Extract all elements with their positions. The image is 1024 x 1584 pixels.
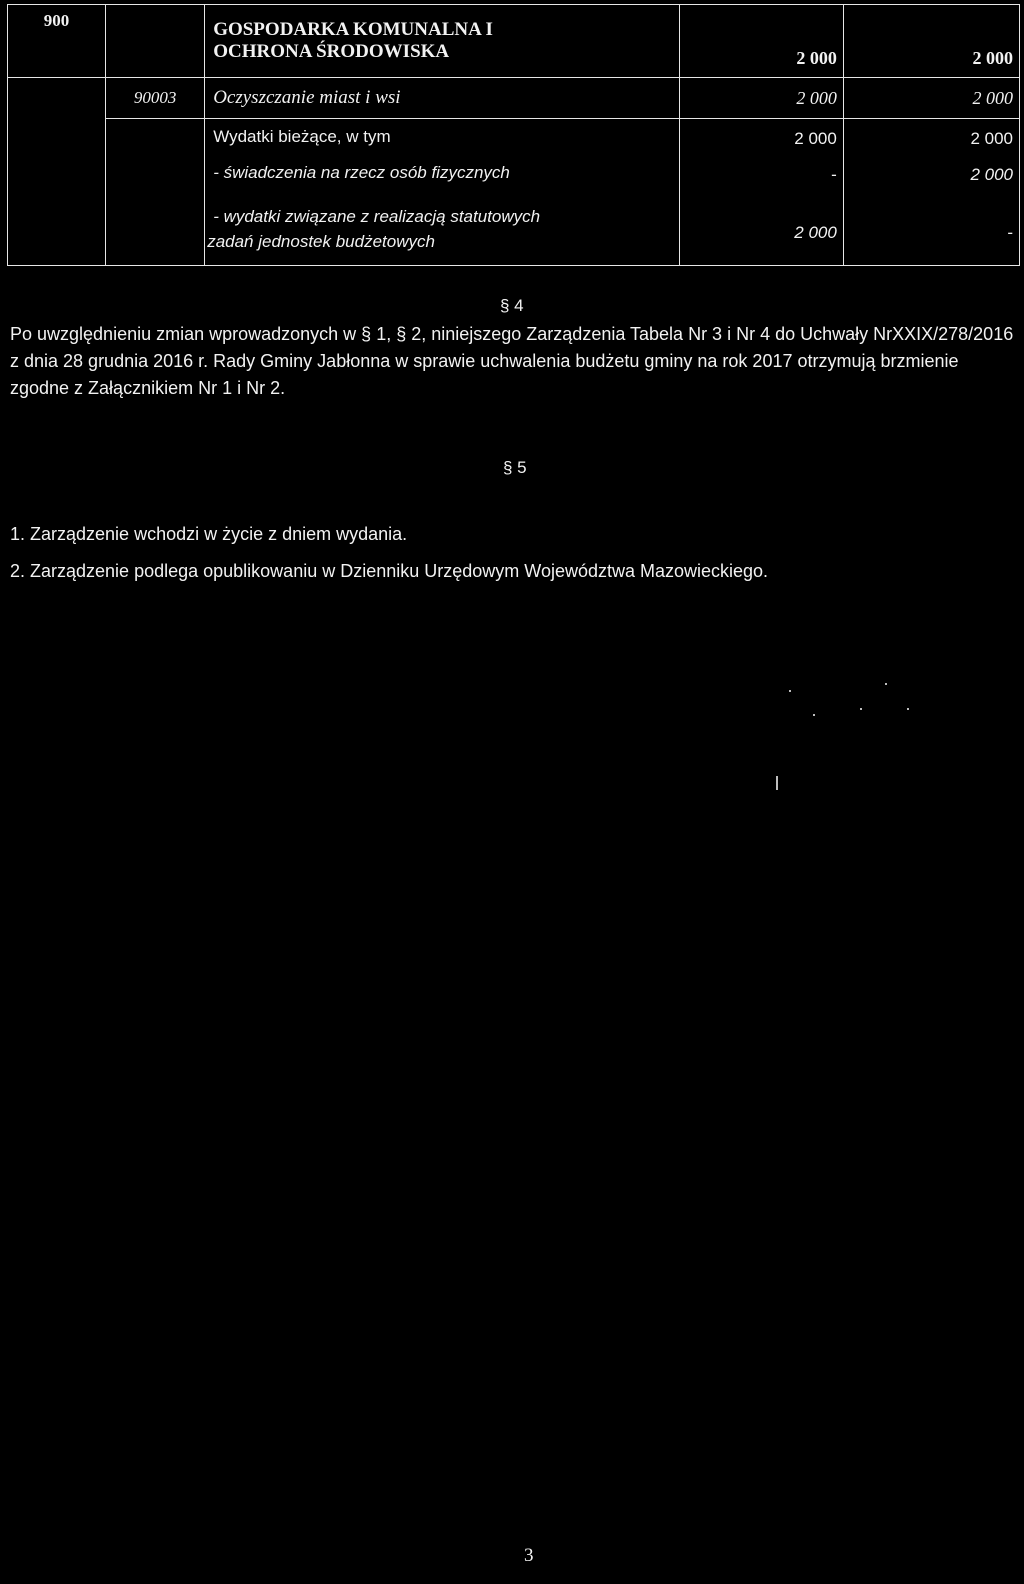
detail-value2-biezace: 2 000 — [970, 129, 1013, 148]
details-values-2 — [843, 119, 1019, 266]
rozdzial-name: Oczyszczanie miast i wsi — [205, 78, 679, 119]
rozdzial-code: 90003 — [106, 78, 205, 119]
rozdzial-value-2: 2 000 — [843, 78, 1019, 119]
dzial-value-2: 2 000 — [843, 5, 1019, 78]
details-labels — [205, 119, 679, 266]
section-5-item-2: 2. Zarządzenie podlega opublikowaniu w Dzienniku Urzędowym Województwa Mazowieckiego. — [10, 561, 769, 581]
dzial-name-line2: OCHRONA ŚRODOWISKA — [213, 41, 450, 62]
page-number: 3 — [524, 1545, 534, 1566]
dzial-name-line1: GOSPODARKA KOMUNALNA I — [213, 19, 493, 40]
rozdzial-empty-cell — [106, 5, 205, 78]
section-5-item-1: 1. Zarządzenie wchodzi w życie z dniem wydania. — [10, 524, 408, 544]
table-row-dzial — [8, 5, 1020, 78]
scan-speck — [885, 683, 887, 685]
dzial-value-1: 2 000 — [679, 5, 843, 78]
scan-speck — [813, 714, 815, 716]
scan-speck — [789, 690, 791, 692]
detail-value1-biezace: 2 000 — [794, 129, 837, 148]
section-4-heading: § 4 — [500, 296, 524, 315]
detail-value1-wydatki-statutowe: 2 000 — [794, 223, 837, 242]
detail-label-biezace: Wydatki bieżące, w tym — [213, 127, 391, 146]
budget-table — [7, 4, 1020, 266]
scan-speck — [907, 708, 909, 710]
table-row-details — [8, 119, 1020, 266]
details-values-1 — [679, 119, 843, 266]
dzial-empty-cell-2 — [8, 119, 106, 266]
rozdzial-value-1: 2 000 — [679, 78, 843, 119]
table-row-rozdzial — [8, 78, 1020, 119]
detail-label-wydatki-statutowe-cont: zadań jednostek budżetowych — [207, 232, 435, 251]
detail-value2-swiadczenia: 2 000 — [970, 165, 1013, 184]
detail-value1-swiadczenia: - — [831, 165, 837, 184]
scan-mark — [776, 776, 778, 790]
section-5-heading: § 5 — [503, 458, 527, 477]
detail-label-wydatki-statutowe: - wydatki związane z realizacją statutowych — [213, 207, 541, 226]
rozdzial-empty-cell-2 — [106, 119, 205, 266]
section-4-paragraph: Po uwzględnieniu zmian wprowadzonych w § 1, § 2, niniejszego Zarządzenia Tabela Nr 3 i Nr 4 do Uchwały NrXXIX/278/2016 z dnia 28 grudnia 2016 r. Rady Gminy Jabłonna w sprawie uchwalenia budżetu gminy na rok 2017 otrzymują brzmienie zgodne z Załącznikiem Nr 1 i Nr 2. — [10, 324, 1014, 398]
dzial-name — [205, 5, 679, 78]
detail-label-swiadczenia: - świadczenia na rzecz osób fizycznych — [213, 163, 510, 182]
dzial-code: 900 — [8, 5, 106, 78]
dzial-empty-cell — [8, 78, 106, 119]
detail-value2-wydatki-statutowe: - — [1007, 223, 1013, 242]
scan-speck — [860, 708, 862, 710]
